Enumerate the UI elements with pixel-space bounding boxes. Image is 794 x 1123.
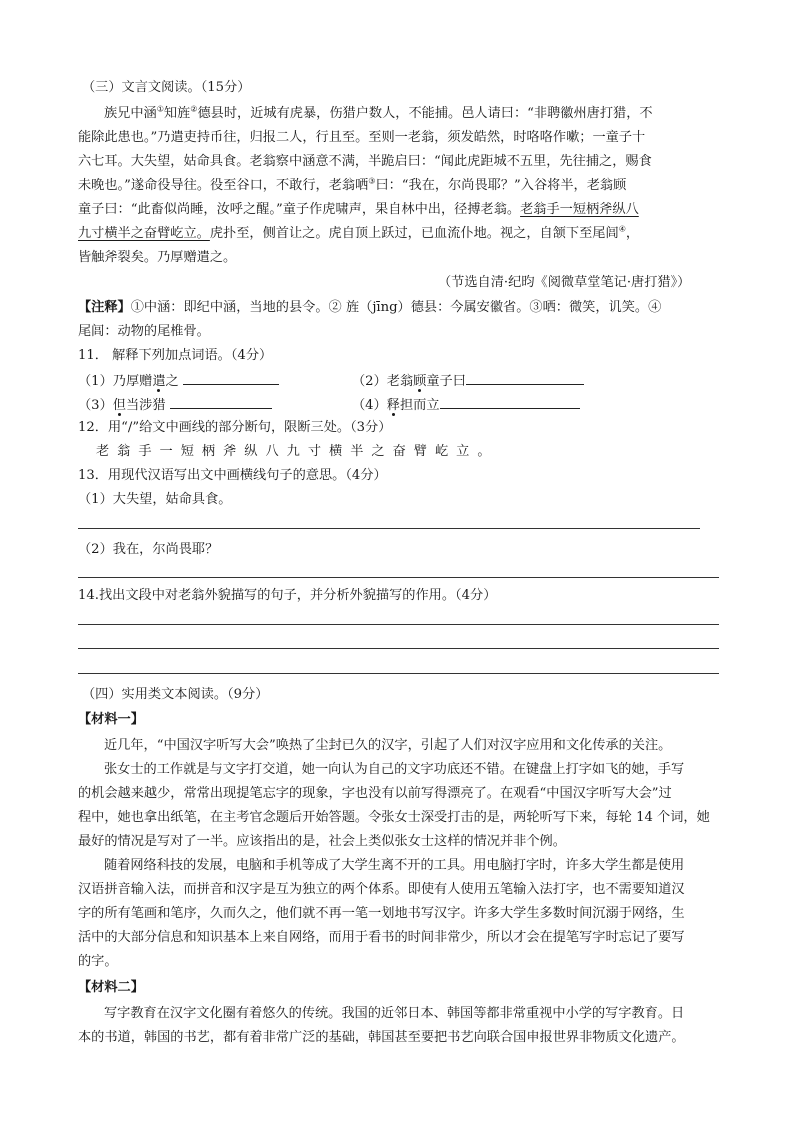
q11-item-2: （2）老翁顾童子曰 [352,370,584,392]
passage-line-1: 族兄中涵①知旌②德县时，近城有虎暴，伤猎户数人，不能捕。邑人请曰：“非聘徽州唐打猎，不 [104,104,653,121]
passage-line-2: 能除此患也。”乃遣吏持币往，归报二人，行且至。至则一老翁，须发皓然，时咯咯作嗽；一童子十 [78,130,646,145]
passage-line-7: 皆触斧裂矣。乃厚赠遣之。 [78,250,237,265]
material-1-line-3: 的机会越来越少，常常出现提笔忘字的现象，字也没有以前写得漂亮了。在观看“中国汉字听写大会”过 [78,786,672,801]
q12-sentence[interactable]: 老翁手一短柄斧纵八九寸横半之奋臂屹立。 [96,444,499,459]
material-1-line-8: 字的所有笔画和笔序，久而久之，他们就不再一笔一划地书写汉字。许多大学生多数时间沉溺于网络，生 [78,906,685,921]
question-11-stem: 11． 解释下列加点词语。（4分） [78,348,273,363]
material-2-line-1: 写字教育在汉字文化圈有着悠久的传统。我国的近邻日本、韩国等都非常重视中小学的写字教育。日 [104,1006,685,1021]
material-1-line-5: 最好的情况是写对了一半。应该指出的是，社会上类似张女士这样的情况并非个例。 [78,834,566,849]
section-3-heading: （三）文言文阅读。（15分） [82,80,251,95]
material-2-line-2: 本的书道，韩国的书艺，都有着非常广泛的基础，韩国甚至要把书艺向联合国申报世界非物质文化遗产。 [78,1030,685,1045]
question-12-stem: 12．用“/”给文中画线的部分断句，限断三处。（3分） [78,420,392,435]
notes-line-1: 【注释】①中涵：即纪中涵，当地的县令。② 旌（jīng）德县：今属安徽省。③哂：微笑，讥笑。④ [78,300,662,315]
question-14-stem: 14.找出文段中对老翁外貌描写的句子，并分析外貌描写的作用。（4分） [78,588,497,603]
q13-answer-line-1[interactable] [78,528,700,529]
material-1-line-9: 活中的大部分信息和知识基本上来自网络，而用于看书的时间非常少，所以才会在提笔写字时忘记了要写 [78,930,685,945]
underlined-sentence-part-1: 老翁手一短柄斧纵八 [520,202,639,217]
q14-answer-line-3[interactable] [78,673,719,674]
q11-item-1: （1）乃厚赠遣之 [78,370,279,392]
material-1-line-1: 近几年，“中国汉字听写大会”唤热了尘封已久的汉字，引起了人们对汉字应用和文化传承的关注。 [104,738,672,753]
passage-source: （节选自清·纪昀《阅微草堂笔记·唐打猎》） [438,275,691,290]
underlined-sentence-part-2: 九寸横半之奋臂屹立。 [78,226,210,241]
q11-item-3: （3）但当涉猎 [78,394,272,416]
material-2-heading: 【材料二】 [78,980,144,995]
passage-line-3: 六七耳。大失望，姑命具食。老翁察中涵意不满，半跪启曰：“闻此虎距城不五里，先往捕之，赐食 [78,154,652,169]
q11-answer-blank-3[interactable] [170,394,272,409]
q14-answer-line-1[interactable] [78,624,719,625]
q11-item-4: （4）释担而立 [352,394,580,416]
passage-line-6: 九寸横半之奋臂屹立。虎扑至，侧首让之。虎自顶上跃过，已血流仆地。视之，自颔下至尾闾④， [78,224,640,241]
passage-line-5: 童子曰：“此畜似尚睡，汝呼之醒。”童子作虎啸声，果自林中出，径搏老翁。老翁手一短柄斧纵八 [78,202,639,217]
passage-line-4: 未晚也。”遂命役导往。役至谷口，不敢行，老翁哂③曰：“我在，尔尚畏耶？”入谷将半，老翁顾 [78,176,627,193]
material-1-line-6: 随着网络科技的发展，电脑和手机等成了大学生离不开的工具。用电脑打字时，许多大学生都是使用 [104,858,685,873]
q14-answer-line-2[interactable] [78,648,719,649]
notes-line-2: 尾闾：动物的尾椎骨。 [78,324,210,339]
section-4-heading: （四）实用类文本阅读。（9分） [82,687,269,702]
q11-answer-blank-4[interactable] [440,394,580,409]
q13-item-1: （1）大失望，姑命具食。 [78,492,232,507]
material-1-line-4: 程中，她也拿出纸笔，在主考官念题后开始答题。令张女士深受打击的是，两轮听写下来，每轮 14 个词，她 [78,810,710,825]
q11-answer-blank-2[interactable] [466,370,584,385]
material-1-line-7: 汉语拼音输入法，而拼音和汉字是互为独立的两个体系。即使有人使用五笔输入法打字，也不需要知道汉 [78,882,685,897]
material-1-line-2: 张女士的工作就是与文字打交道，她一向认为自己的文字功底还不错。在键盘上打字如飞的她，手写 [104,762,685,777]
q13-answer-line-2[interactable] [78,577,719,578]
q11-answer-blank-1[interactable] [183,370,279,385]
material-1-heading: 【材料一】 [78,712,144,727]
material-1-line-10: 的字。 [78,954,118,969]
q13-item-2: （2）我在，尔尚畏耶？ [78,542,219,557]
question-13-stem: 13．用现代汉语写出文中画横线句子的意思。（4分） [78,468,387,483]
